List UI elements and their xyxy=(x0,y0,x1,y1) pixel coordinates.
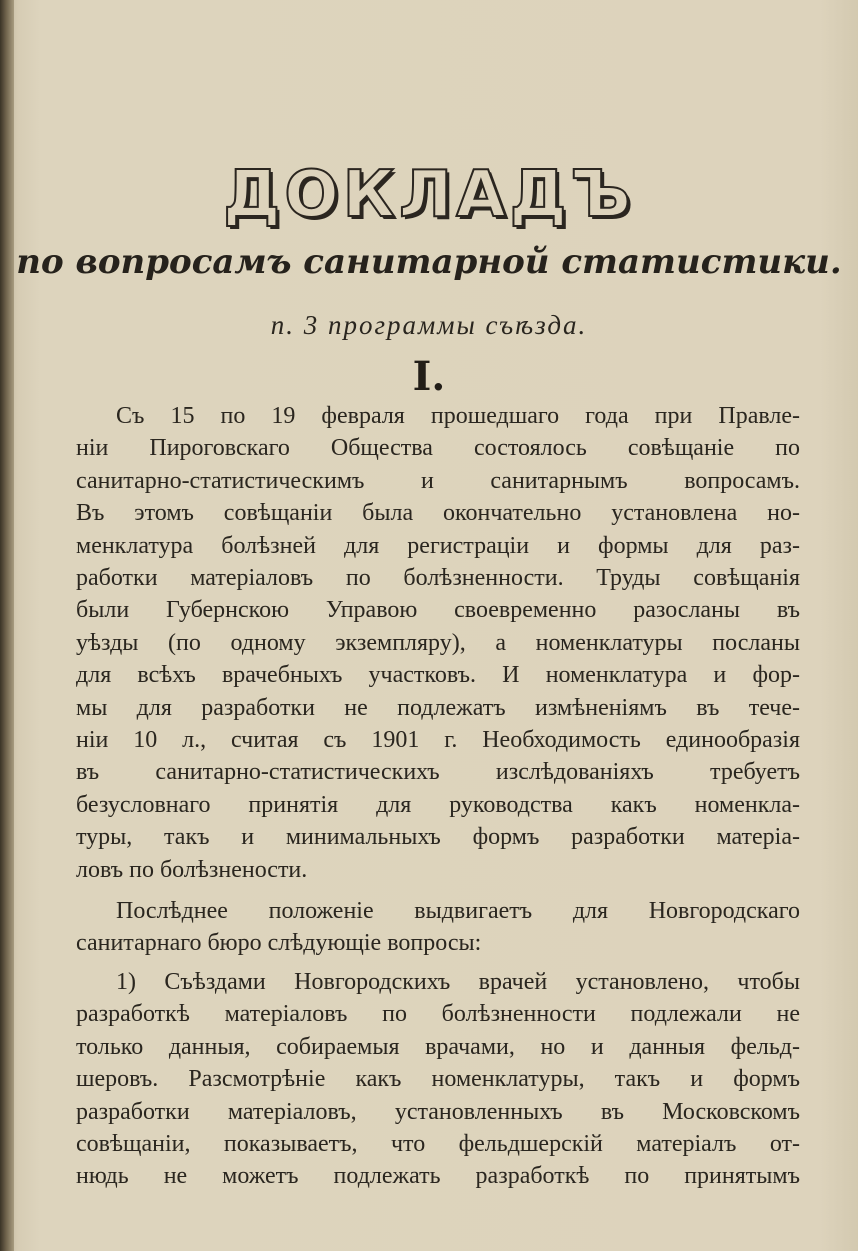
section-number: I. xyxy=(412,353,446,400)
text-line: разработкѣ матеріаловъ по болѣзненности подлежали не xyxy=(76,1001,800,1028)
text-line: ніи 10 л., считая съ 1901 г. Необходимость единообразія xyxy=(76,727,800,754)
text-line: 1) Съѣздами Новгородскихъ врачей установлено, чтобы xyxy=(116,969,800,995)
text-line: мы для разработки не подлежатъ измѣненіямъ въ тече- xyxy=(76,694,800,721)
program-reference: п. 3 программы съѣзда. xyxy=(270,310,588,340)
text-line: были Губернскою Управою своевременно разосланы въ xyxy=(76,597,800,624)
text-line: менклатура болѣзней для регистраціи и формы для раз- xyxy=(76,532,800,559)
text-line: ніи Пироговскаго Общества состоялось совѣщаніе по xyxy=(76,435,800,462)
paragraph-1 xyxy=(76,400,800,886)
text-line: туры, такъ и минимальныхъ формъ разработки матеріа- xyxy=(76,824,800,851)
text-line: ловъ по болѣзнености. xyxy=(76,856,308,883)
text-line: безусловнаго принятія для руководства какъ номенкла- xyxy=(76,791,800,818)
text-line: работки матеріаловъ по болѣзненности. Труды совѣщанія xyxy=(76,565,800,592)
paragraph-3 xyxy=(76,966,800,1193)
paragraph-2 xyxy=(76,895,800,960)
text-line: только данныя, собираемыя врачами, но и данныя фельд- xyxy=(76,1033,800,1060)
text-line: нюдь не можетъ подлежать разработкѣ по принятымъ xyxy=(76,1163,800,1190)
text-line: Съ 15 по 19 февраля прошедшаго года при Правле- xyxy=(116,403,800,429)
document-title: ДОКЛАДЪ xyxy=(223,158,635,232)
text-line: въ санитарно-статистическихъ изслѣдованіяхъ требуетъ xyxy=(76,759,800,786)
document-subtitle: по вопросамъ санитарной статистики. xyxy=(16,242,842,282)
text-line: совѣщаніи, показываетъ, что фельдшерскій матеріалъ от- xyxy=(76,1131,800,1158)
text-line: санитарно-статистическимъ и санитарнымъ вопросамъ. xyxy=(76,467,800,494)
text-line: уѣзды (по одному экземпляру), а номенклатуры посланы xyxy=(76,629,800,656)
text-line: Въ этомъ совѣщаніи была окончательно установлена но- xyxy=(76,500,800,527)
text-line: санитарнаго бюро слѣдующіе вопросы: xyxy=(76,930,482,957)
text-line: Послѣднее положеніе выдвигаетъ для Новгородскаго xyxy=(116,898,800,924)
text-line: для всѣхъ врачебныхъ участковъ. И номенклатура и фор- xyxy=(76,662,800,689)
text-line: разработки матеріаловъ, установленныхъ въ Московскомъ xyxy=(76,1098,800,1125)
text-line: шеровъ. Разсмотрѣніе какъ номенклатуры, такъ и формъ xyxy=(76,1066,800,1093)
